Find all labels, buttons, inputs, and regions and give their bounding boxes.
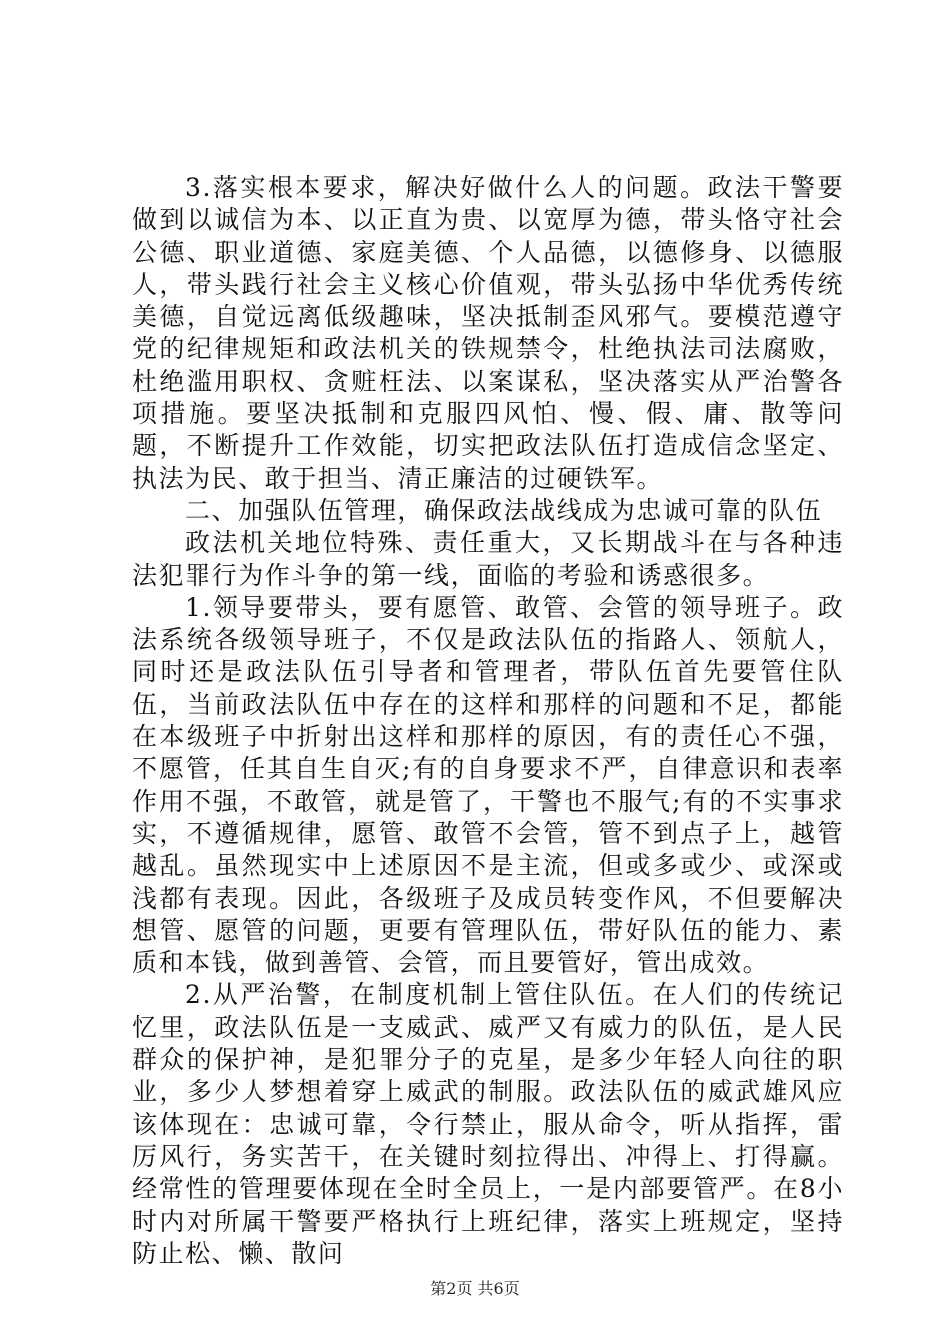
paragraph-strict-governance-2: 2.从严治警，在制度机制上管住队伍。在人们的传统记忆里，政法队伍是一支威武、威严又有威力的队伍，是人民群众的保护神，是犯罪分子的克星，是多少年轻人向往的职业，多少人梦想着穿上威武的制服。政法队伍的威武雄风应该体现在：忠诚可靠，令行禁止，服从命令，听从指挥，雷厉风行，务实苦干，在关键时刻拉得出、冲得上、打得赢。经常性的管理要体现在全时全员上，一是内部要管严。在8小时内对所属干警要严格执行上班纪律，落实上班规定，坚持防止松、懒、散问 [132,980,844,1268]
document-body [132,172,844,1270]
section-heading-2: 二、加强队伍管理，确保政法战线成为忠诚可靠的队伍 [185,495,823,525]
page-number-footer: 第2页 共6页 [430,1279,520,1298]
paragraph-section-intro: 政法机关地位特殊、责任重大，又长期战斗在与各种违法犯罪行为作斗争的第一线，面临的考验和诱惑很多。 [132,528,844,590]
paragraph-requirement-3: 3.落实根本要求，解决好做什么人的问题。政法干警要做到以诚信为本、以正直为贵、以宽厚为德，带头恪守社会公德、职业道德、家庭美德、个人品德，以德修身、以德服人，带头践行社会主义核心价值观，带头弘扬中华优秀传统美德，自觉远离低级趣味，坚决抵制歪风邪气。要模范遵守党的纪律规矩和政法机关的铁规禁令，杜绝执法司法腐败，杜绝滥用职权、贪赃枉法、以案谋私，坚决落实从严治警各项措施。要坚决抵制和克服四风怕、慢、假、庸、散等问题，不断提升工作效能，切实把政法队伍打造成信念坚定、执法为民、敢于担当、清正廉洁的过硬铁军。 [132,173,844,493]
paragraph-leadership-1: 1.领导要带头，要有愿管、敢管、会管的领导班子。政法系统各级领导班子，不仅是政法队伍的指路人、领航人，同时还是政法队伍引导者和管理者，带队伍首先要管住队伍，当前政法队伍中存在的这样和那样的问题和不足，都能在本级班子中折射出这样和那样的原因，有的责任心不强，不愿管，任其自生自灭;有的自身要求不严，自律意识和表率作用不强，不敢管，就是管了，干警也不服气;有的不实事求实，不遵循规律，愿管、敢管不会管，管不到点子上，越管越乱。虽然现实中上述原因不是主流，但或多或少、或深或浅都有表现。因此，各级班子及成员转变作风，不但要解决想管、愿管的问题，更要有管理队伍，带好队伍的能力、素质和本钱，做到善管、会管，而且要管好，管出成效。 [132,592,844,978]
